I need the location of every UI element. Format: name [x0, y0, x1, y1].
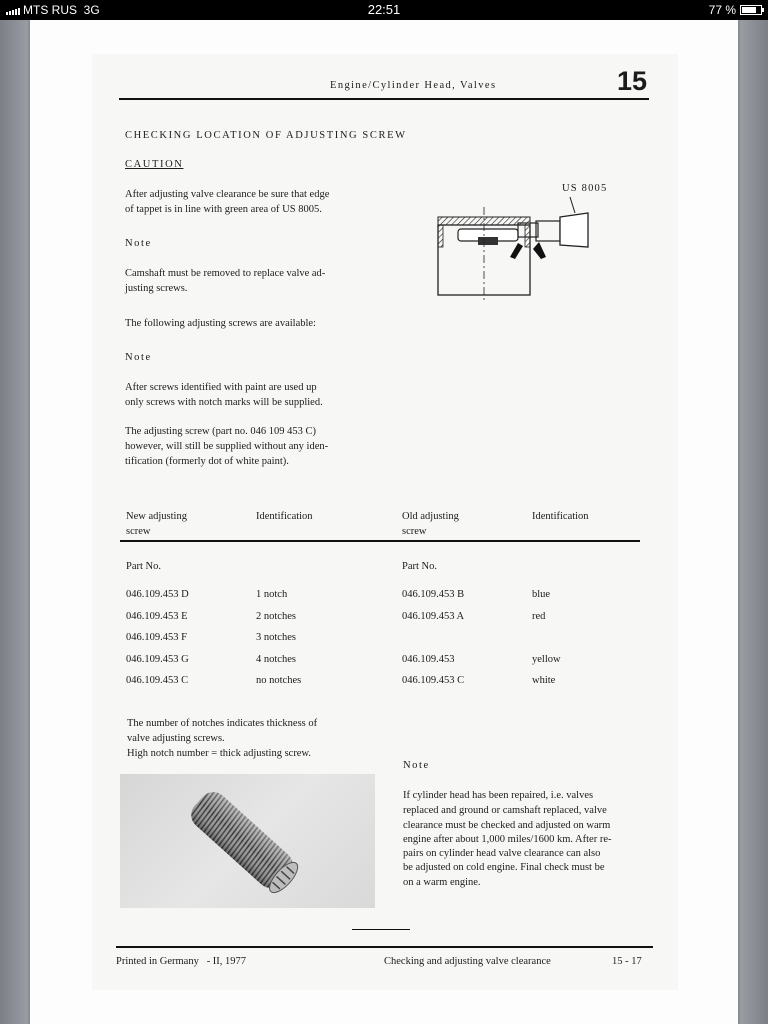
new-part-number: 046.109.453 G: [126, 654, 189, 665]
old-identification: white: [532, 675, 556, 686]
footer-rule: [116, 946, 653, 948]
note2-line1: After screws identified with paint are used up: [125, 382, 317, 393]
caution-text-line1: After adjusting valve clearance be sure that edge: [125, 189, 330, 200]
section-number: 15: [617, 66, 648, 96]
new-part-number: 046.109.453 D: [126, 589, 189, 600]
new-part-number: 046.109.453 C: [126, 675, 189, 686]
header-identification-2: Identification: [532, 511, 589, 522]
note3-line: replaced and ground or camshaft replaced, valve: [403, 805, 607, 816]
note3-line: be adjusted on cold engine. Final check must be: [403, 862, 605, 873]
old-part-number: 046.109.453 C: [402, 675, 465, 686]
header-rule: [119, 98, 649, 100]
new-identification: 2 notches: [256, 611, 296, 622]
footer-page-number: 15 - 17: [612, 956, 642, 967]
left-gutter: [0, 20, 28, 1024]
battery-status: [709, 3, 762, 17]
status-bar: [0, 0, 768, 20]
network-type: 3G: [83, 3, 100, 17]
header-old-screw-line1: Old adjusting: [402, 511, 459, 522]
old-part-number: 046.109.453 B: [402, 589, 465, 600]
note3-line: If cylinder head has been repaired, i.e. valves: [403, 790, 594, 801]
new-part-number: 046.109.453 F: [126, 632, 187, 643]
new-identification: 4 notches: [256, 654, 296, 665]
new-identification: 1 notch: [256, 589, 288, 600]
tappet-diagram: [430, 195, 600, 303]
clock: 22:51: [367, 2, 401, 17]
header-identification-1: Identification: [256, 511, 313, 522]
header-new-screw-line1: New adjusting: [126, 511, 187, 522]
note-label-1: Note: [125, 238, 152, 249]
note3-line: pairs on cylinder head valve clearance can also: [403, 848, 601, 859]
note-label-2: Note: [125, 352, 152, 363]
footer-title: Checking and adjusting valve clearance: [384, 956, 551, 967]
note3-line: clearance must be checked and adjusted on warm: [403, 820, 611, 831]
note3-line: engine after about 1,000 miles/1600 km. After re-: [403, 834, 612, 845]
old-part-number: 046.109.453 A: [402, 611, 465, 622]
notches-text-line1: The number of notches indicates thickness of: [127, 718, 318, 729]
new-part-number: 046.109.453 E: [126, 611, 188, 622]
adjusting-screw-image: [120, 774, 375, 908]
caution-label: CAUTION: [125, 159, 184, 170]
adjusting-note-line1: The adjusting screw (part no. 046 109 453 C): [125, 426, 317, 437]
notches-text-line2: valve adjusting screws.: [127, 733, 225, 744]
short-divider: [352, 929, 410, 930]
battery-percent: 77 %: [708, 3, 736, 17]
adjusting-screw-photo: [120, 774, 375, 908]
header-old-screw-line2: screw: [402, 526, 427, 537]
caution-text-line2: of tappet is in line with green area of US 8005.: [125, 204, 322, 215]
new-identification: 3 notches: [256, 632, 296, 643]
available-screws-text: The following adjusting screws are available:: [125, 318, 316, 329]
note2-line2: only screws with notch marks will be supplied.: [125, 397, 323, 408]
adjusting-note-line2: however, will still be supplied without any iden-: [125, 441, 329, 452]
old-identification: blue: [532, 589, 551, 600]
notches-text-line3: High notch number = thick adjusting screw.: [127, 748, 311, 759]
footer-printed: Printed in Germany - II, 1977: [116, 956, 247, 967]
adjusting-note-line3: tification (formerly dot of white paint).: [125, 456, 289, 467]
battery-fill: [742, 7, 756, 13]
old-part-number: 046.109.453: [402, 654, 455, 665]
old-identification: red: [532, 611, 546, 622]
part-no-label-old: Part No.: [402, 561, 437, 572]
battery-icon: [740, 5, 762, 15]
old-identification: yellow: [532, 654, 561, 665]
part-no-label-new: Part No.: [126, 561, 161, 572]
new-identification: no notches: [256, 675, 302, 686]
note1-line2: justing screws.: [125, 283, 188, 294]
note3-line: on a warm engine.: [403, 877, 481, 888]
header-new-screw-line2: screw: [126, 526, 151, 537]
carrier-name: MTS RUS: [23, 3, 77, 17]
page-heading: CHECKING LOCATION OF ADJUSTING SCREW: [125, 130, 407, 141]
right-gutter: [740, 20, 768, 1024]
figure-tool-label: US 8005: [562, 183, 608, 194]
section-title: Engine/Cylinder Head, Valves: [330, 80, 497, 91]
table-header-rule: [120, 540, 640, 542]
note1-line1: Camshaft must be removed to replace valve ad-: [125, 268, 326, 279]
note-label-3: Note: [403, 760, 430, 771]
